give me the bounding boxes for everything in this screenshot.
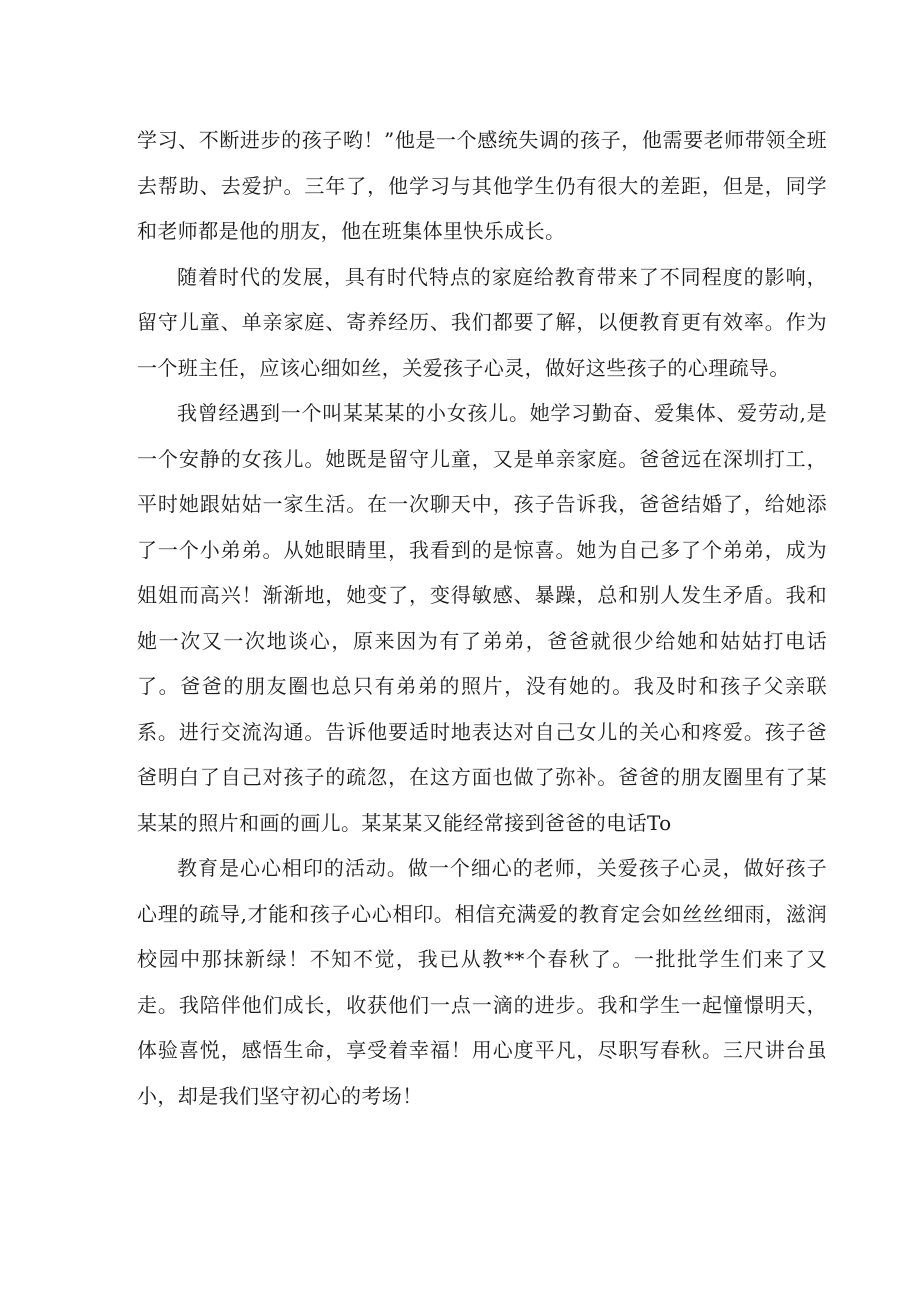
paragraph-2: 随着时代的发展，具有时代特点的家庭给教育带来了不同程度的影响，留守儿童、单亲家庭、寄养经历、我们都要了解，以便教育更有效率。作为一个班主任，应该心细如丝，关爱孩子心灵，做好这些孩子的心理疏导。: [137, 264, 827, 380]
paragraph-1: 学习、不断进步的孩子哟！”他是一个感统失调的孩子，他需要老师带领全班去帮助、去爱护。三年了，他学习与其他学生仍有很大的差距，但是，同学和老师都是他的朋友，他在班集体里快乐成长。: [137, 128, 827, 243]
document-body: [137, 118, 827, 1119]
paragraph-3: 我曾经遇到一个叫某某某的小女孩儿。她学习勤奋、爱集体、爱劳动,是一个安静的女孩儿。她既是留守儿童，又是单亲家庭。爸爸远在深圳打工，平时她跟姑姑一家生活。在一次聊天中，孩子告诉我，爸爸结婚了，给她添了一个小弟弟。从她眼睛里，我看到的是惊喜。她为自己多了个弟弟，成为姐姐而高兴！渐渐地，她变了，变得敏感、暴躁，总和别人发生矛盾。我和她一次又一次地谈心，原来因为有了弟弟，爸爸就很少给她和姑姑打电话了。爸爸的朋友圈也总只有弟弟的照片，没有她的。我及时和孩子父亲联系。进行交流沟通。告诉他要适时地表达对自己女儿的关心和疼爱。孩子爸爸明白了自己对孩子的疏忽，在这方面也做了弥补。爸爸的朋友圈里有了某某某的照片和画的画儿。某某某又能经常接到爸爸的电话To: [137, 401, 827, 835]
paragraph-4: 教育是心心相印的活动。做一个细心的老师，关爱孩子心灵，做好孩子心理的疏导,才能和孩子心心相印。相信充满爱的教育定会如丝丝细雨，滋润校园中那抹新绿！不知不觉，我已从教**个春秋了。一批批学生们来了又走。我陪伴他们成长，收获他们一点一滴的进步。我和学生一起憧憬明天，体验喜悦，感悟生命，享受着幸福！用心度平凡，尽职写春秋。三尺讲台虽小，却是我们坚守初心的考场！: [137, 856, 827, 1108]
